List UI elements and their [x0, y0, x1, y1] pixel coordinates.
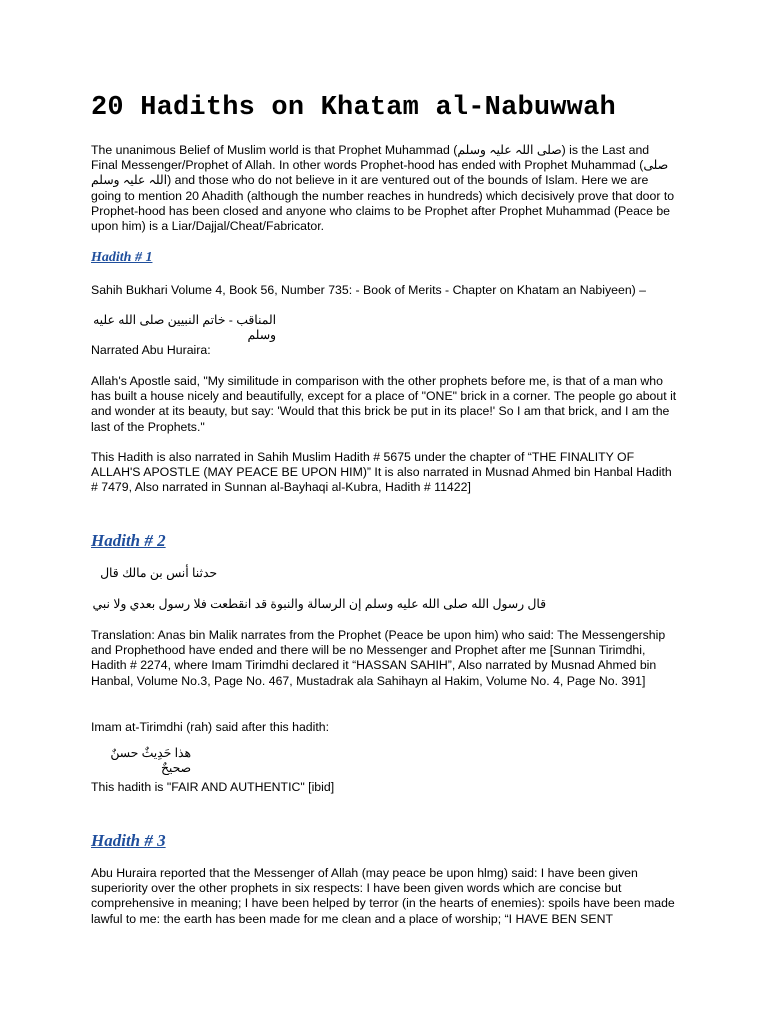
hadith-1-heading: Hadith # 1	[91, 250, 153, 265]
hadith-3-heading: Hadith # 3	[91, 831, 166, 850]
hadith-1-arabic: المناقب - خاتم النبيين صلى الله عليه وسلم	[93, 313, 276, 343]
hadith-1-also: This Hadith is also narrated in Sahih Muslim Hadith # 5675 under the chapter of “THE FINALITY OF ALLAH'S APOSTLE (MAY PEACE BE UPON HIM)” It is also narrated in Musnad Ahmed bin Hanbal Hadith # 7479, Also narrated in Sunnan al-Bayhaqi al-Kubra, Hadith # 11422]	[91, 450, 672, 495]
hadith-3-text: Abu Huraira reported that the Messenger of Allah (may peace be upon hlmg) said: I have been given superiority over the other prophets in six respects: I have been given words which are concise but comprehensive in meaning; I have been helped by terror (in the hearts of enemies): spoils have been made lawful to me: the earth has been made for me clean and a place of worship; “I HAVE BEN SENT	[91, 866, 675, 926]
hadith-2-arabic-grade: هذا حَدِيثٌ حسنٌ صحيحٌ	[110, 746, 191, 776]
hadith-2-arabic-text: قال رسول الله صلى الله عليه وسلم إن الرسالة والنبوة قد انقطعت فلا رسول بعدي ولا نبي	[92, 597, 546, 611]
hadith-2-imam: Imam at-Tirimdhi (rah) said after this hadith:	[91, 720, 330, 734]
intro-paragraph: The unanimous Belief of Muslim world is that Prophet Muhammad (صلی اللہ علیہ وسلم) is the Last and Final Messenger/Prophet of Allah. In other words Prophet-hood has ended with Prophet Muhammad (صلی اللہ علیہ وسلم) and those who do not believe in it are ventured out of the bounds of Islam. Here we are going to mention 20 Ahadith (although the number reaches in hundreds) which decisively prove that door to Prophet-hood has been closed and anyone who claims to be Prophet after Prophet Muhammad (Peace be upon him) is a Liar/Dajjal/Cheat/Fabricator.	[91, 143, 675, 234]
hadith-1-source: Sahih Bukhari Volume 4, Book 56, Number 735: - Book of Merits - Chapter on Khatam an Nabiyeen) –	[91, 283, 647, 297]
hadith-1-text: Allah's Apostle said, "My similitude in comparison with the other prophets before me, is that of a man who has built a house nicely and beautifully, except for a place of "ONE" brick in a corner. The people go about it and wonder at its beauty, but say: 'Would that this brick be put in its place!' So I am that brick, and I am the last of the Prophets."	[91, 374, 677, 434]
hadith-2-arabic-intro: حدثنا أنس بن مالك قال	[100, 566, 217, 580]
page-title: 20 Hadiths on Khatam al-Nabuwwah	[91, 93, 616, 123]
hadith-2-heading: Hadith # 2	[91, 531, 166, 550]
hadith-1-narrator: Narrated Abu Huraira:	[91, 343, 211, 357]
hadith-2-translation: Translation: Anas bin Malik narrates from the Prophet (Peace be upon him) who said: The Messengership and Prophethood have ended and there will be no Messenger and Prophet after me [Sunnan Tirimdhi, Hadith # 2274, where Imam Tirimdhi declared it “HASSAN SAHIH”, Also narrated by Musnad Ahmed bin Hanbal, Volume No.3, Page No. 467, Mustadrak ala Sahihayn al Hakim, Volume No. 4, Page No. 391]	[91, 628, 666, 688]
hadith-2-grade: This hadith is "FAIR AND AUTHENTIC" [ibid]	[91, 780, 335, 794]
